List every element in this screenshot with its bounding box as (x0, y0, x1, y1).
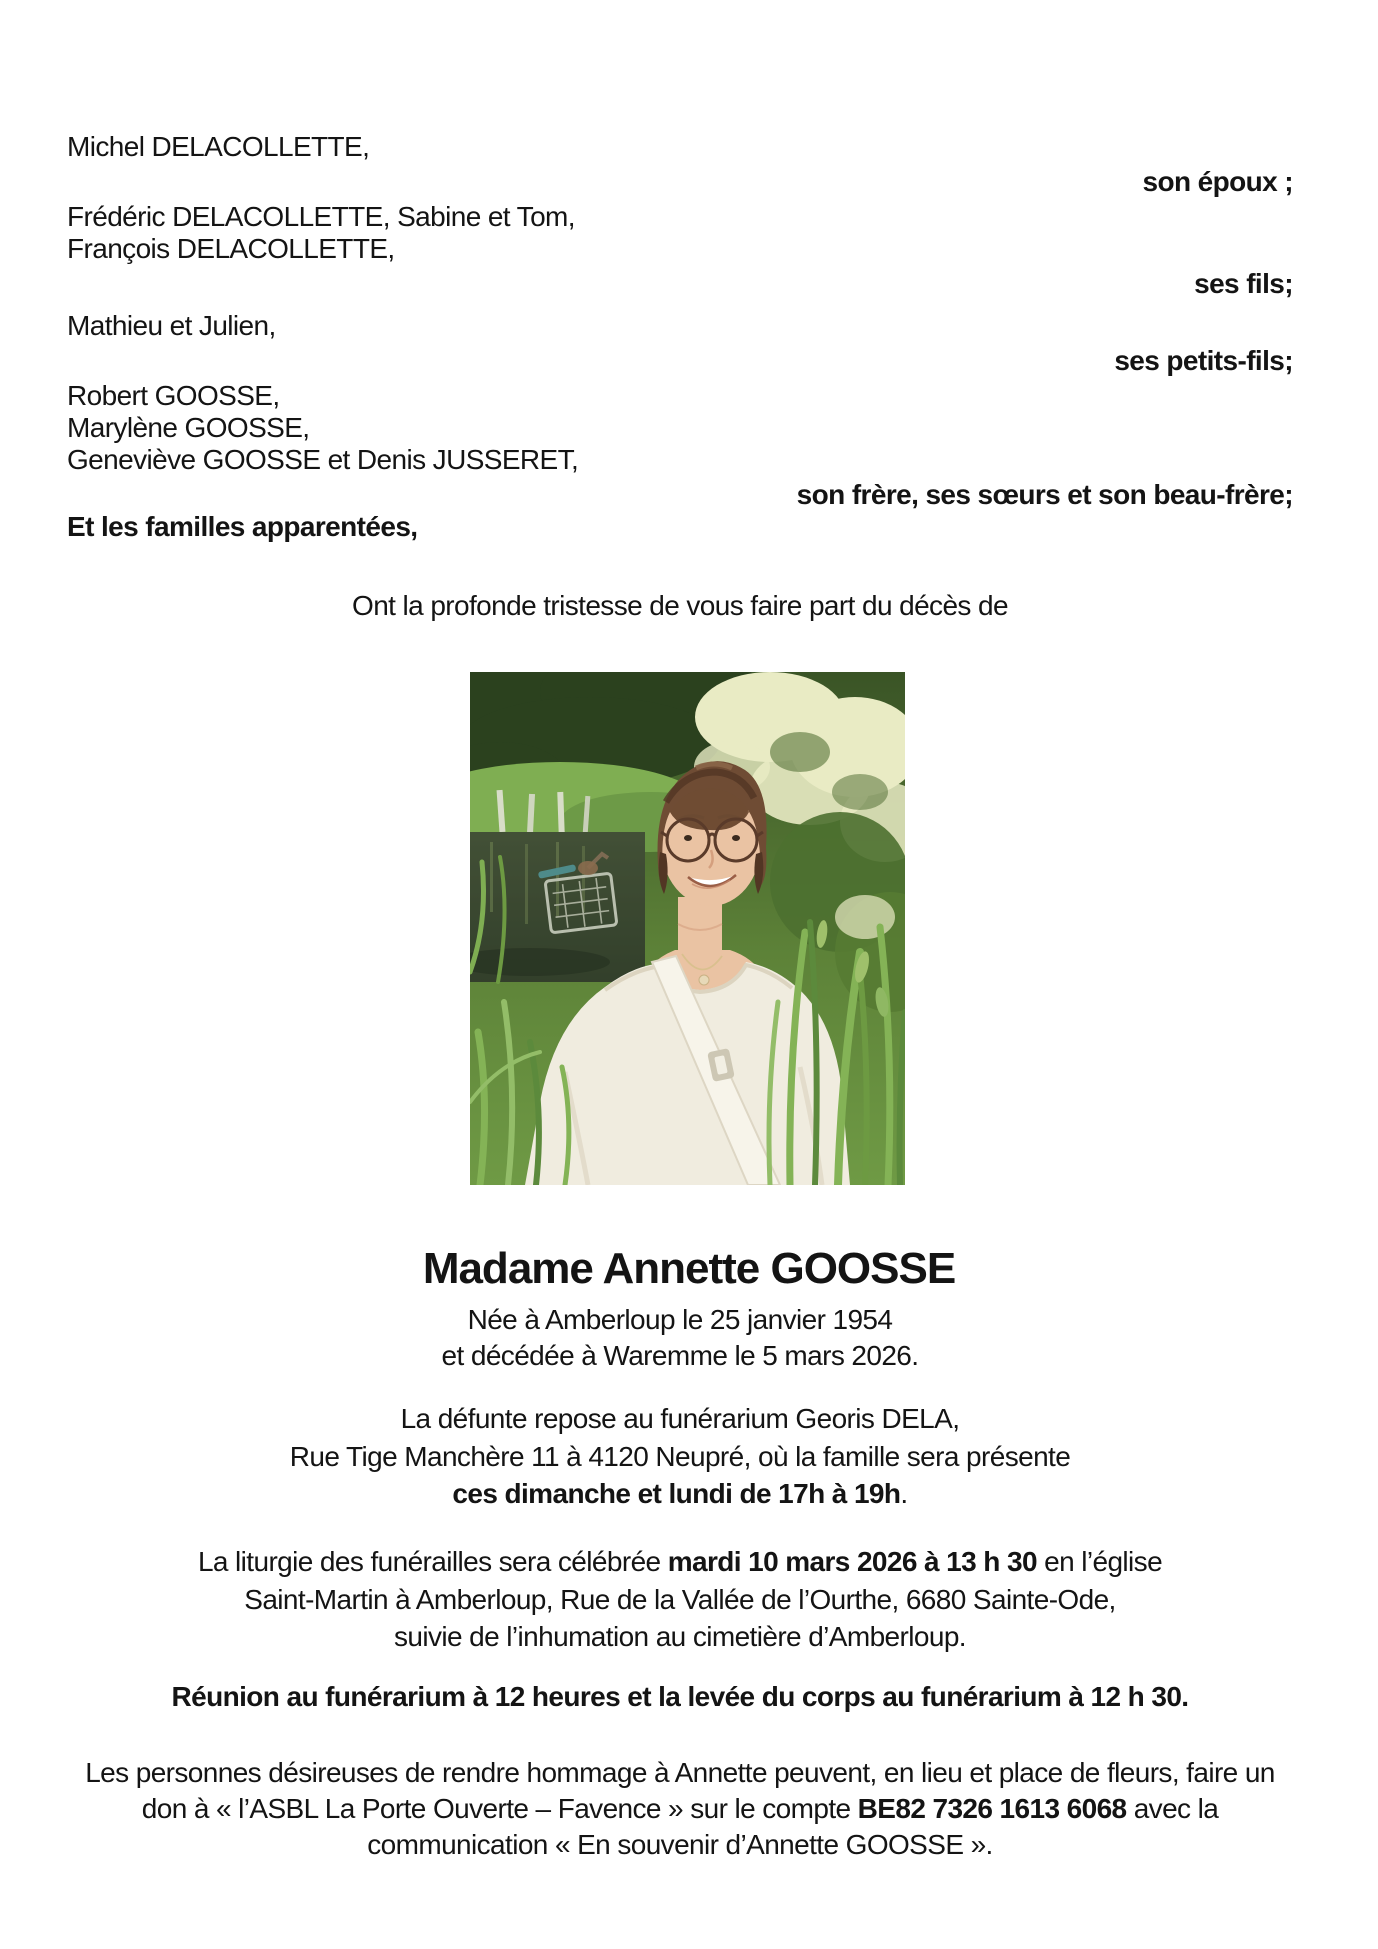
meeting-line: Réunion au funérarium à 12 heures et la levée du corps au funérarium à 12 h 30. (171, 1681, 1189, 1712)
families-line: Et les familles apparentées, (67, 511, 418, 542)
death-line: et décédée à Waremme le 5 mars 2026. (441, 1340, 919, 1371)
pond-water (470, 832, 645, 982)
relation-sons: ses fils; (1194, 268, 1293, 299)
relative-name-francois: François DELACOLLETTE, (67, 233, 395, 264)
relative-name-frederic: Frédéric DELACOLLETTE, Sabine et Tom, (67, 201, 575, 232)
liturgy-line-1-pre: La liturgie des funérailles sera célébrée (197, 1546, 668, 1577)
liturgy-line-3: suivie de l’inhumation au cimetière d’Amberloup. (394, 1621, 966, 1652)
relative-name-robert: Robert GOOSSE, (67, 380, 280, 411)
intro-line: Ont la profonde tristesse de vous faire part du décès de (352, 590, 1008, 621)
donation-line-3: communication « En souvenir d’Annette GOOSSE ». (367, 1829, 993, 1860)
donation-line-2-pre: don à « l’ASBL La Porte Ouverte – Favence » sur le compte (141, 1793, 858, 1824)
repose-line-3 (67, 1477, 1293, 1511)
liturgy-line-1-post: en l’église (1036, 1546, 1163, 1577)
liturgy-line-2: Saint-Martin à Amberloup, Rue de la Vallée de l’Ourthe, 6680 Sainte-Ode, (244, 1584, 1116, 1615)
relative-name-michel: Michel DELACOLLETTE, (67, 131, 370, 162)
deceased-name-title: Madame Annette GOOSSE (422, 1244, 956, 1293)
relative-name-marylene: Marylène GOOSSE, (67, 412, 310, 443)
relation-grandsons: ses petits-fils; (1114, 345, 1293, 376)
donation-line-2 (67, 1792, 1293, 1826)
repose-line-3-period: . (900, 1478, 908, 1509)
relation-siblings: son frère, ses sœurs et son beau-frère; (796, 479, 1293, 510)
repose-line-2: Rue Tige Manchère 11 à 4120 Neupré, où la famille sera présente (289, 1441, 1071, 1472)
relative-name-mathieu-julien: Mathieu et Julien, (67, 310, 276, 341)
liturgy-line-1 (67, 1545, 1293, 1579)
repose-visiting-hours: ces dimanche et lundi de 17h à 19h (452, 1478, 901, 1509)
donation-account-number: BE82 7326 1613 6068 (857, 1793, 1127, 1824)
liturgy-date-time: mardi 10 mars 2026 à 13 h 30 (667, 1546, 1037, 1577)
eye-right (732, 835, 740, 841)
relation-spouse: son époux ; (1142, 166, 1293, 197)
eye-left (684, 835, 692, 841)
donation-line-2-post: avec la (1126, 1793, 1219, 1824)
birth-line: Née à Amberloup le 25 janvier 1954 (467, 1304, 893, 1335)
portrait-photo (470, 672, 905, 1185)
repose-line-1: La défunte repose au funérarium Georis DELA, (400, 1403, 960, 1434)
relative-name-genevieve-denis: Geneviève GOOSSE et Denis JUSSERET, (67, 444, 579, 475)
portrait-photo-svg (470, 672, 905, 1185)
donation-line-1: Les personnes désireuses de rendre hommage à Annette peuvent, en lieu et place de fleurs, faire un (85, 1757, 1275, 1788)
